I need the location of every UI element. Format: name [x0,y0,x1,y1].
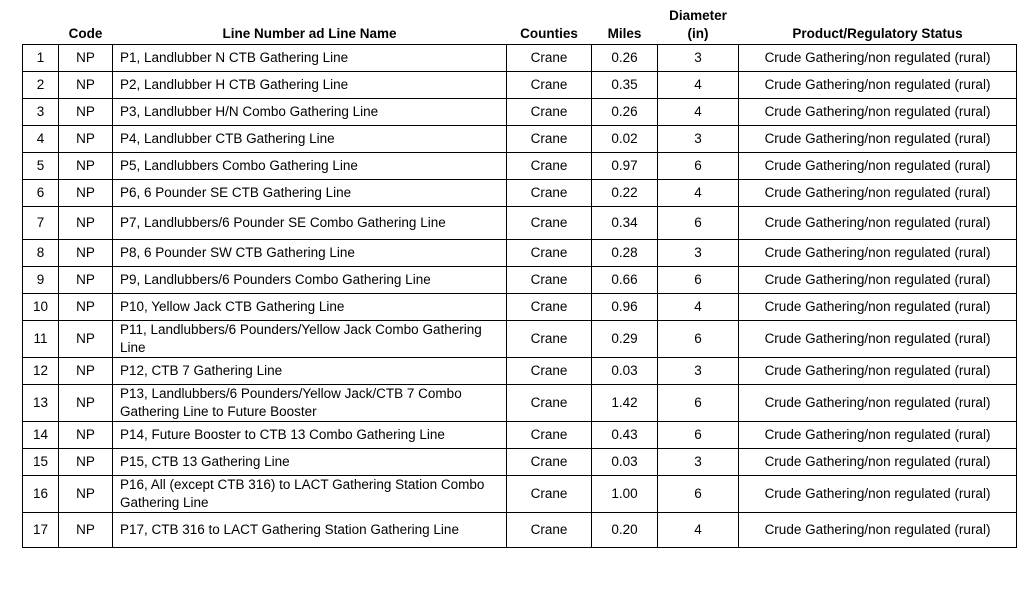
row-miles: 0.29 [592,320,658,357]
row-number: 6 [23,179,59,206]
header-diameter [658,4,739,44]
table-row [23,152,1017,179]
table-row [23,266,1017,293]
row-code: NP [59,293,113,320]
table-row [23,448,1017,475]
row-line-name: P10, Yellow Jack CTB Gathering Line [113,293,507,320]
row-miles: 0.28 [592,239,658,266]
row-county: Crane [507,384,592,421]
row-status: Crude Gathering/non regulated (rural) [739,293,1017,320]
row-status: Crude Gathering/non regulated (rural) [739,206,1017,239]
row-line-name: P2, Landlubber H CTB Gathering Line [113,71,507,98]
row-status: Crude Gathering/non regulated (rural) [739,448,1017,475]
row-code: NP [59,421,113,448]
row-county: Crane [507,179,592,206]
row-miles: 0.35 [592,71,658,98]
row-county: Crane [507,98,592,125]
row-line-name: P4, Landlubber CTB Gathering Line [113,125,507,152]
header-counties: Counties [520,25,578,41]
table-row [23,320,1017,357]
table-row [23,179,1017,206]
row-diameter: 4 [658,293,739,320]
row-diameter: 4 [658,179,739,206]
row-county: Crane [507,71,592,98]
row-number: 10 [23,293,59,320]
row-status: Crude Gathering/non regulated (rural) [739,475,1017,512]
row-county: Crane [507,475,592,512]
table-row [23,98,1017,125]
row-line-name: P3, Landlubber H/N Combo Gathering Line [113,98,507,125]
row-miles: 0.34 [592,206,658,239]
header-num [23,4,59,44]
row-diameter: 4 [658,512,739,547]
row-code: NP [59,125,113,152]
row-diameter: 6 [658,206,739,239]
row-code: NP [59,448,113,475]
row-diameter: 4 [658,71,739,98]
row-number: 13 [23,384,59,421]
header-miles: Miles [607,25,642,41]
row-status: Crude Gathering/non regulated (rural) [739,98,1017,125]
row-code: NP [59,179,113,206]
header-diameter-line2: (in) [687,25,709,41]
row-status: Crude Gathering/non regulated (rural) [739,421,1017,448]
row-code: NP [59,320,113,357]
row-status: Crude Gathering/non regulated (rural) [739,239,1017,266]
row-number: 1 [23,44,59,71]
row-code: NP [59,266,113,293]
table-header [23,4,1017,44]
row-diameter: 6 [658,384,739,421]
row-diameter: 6 [658,266,739,293]
row-status: Crude Gathering/non regulated (rural) [739,44,1017,71]
row-code: NP [59,384,113,421]
table-row [23,239,1017,266]
row-number: 17 [23,512,59,547]
row-miles: 0.20 [592,512,658,547]
row-status: Crude Gathering/non regulated (rural) [739,512,1017,547]
table-row [23,512,1017,547]
row-miles: 0.02 [592,125,658,152]
row-number: 15 [23,448,59,475]
row-number: 2 [23,71,59,98]
table-row [23,206,1017,239]
row-county: Crane [507,293,592,320]
row-line-name: P8, 6 Pounder SW CTB Gathering Line [113,239,507,266]
row-number: 8 [23,239,59,266]
table-row [23,475,1017,512]
row-code: NP [59,98,113,125]
row-line-name: P1, Landlubber N CTB Gathering Line [113,44,507,71]
table-row [23,384,1017,421]
row-line-name: P9, Landlubbers/6 Pounders Combo Gathering Line [113,266,507,293]
row-code: NP [59,206,113,239]
row-number: 11 [23,320,59,357]
row-status: Crude Gathering/non regulated (rural) [739,71,1017,98]
table-row [23,293,1017,320]
row-line-name: P16, All (except CTB 316) to LACT Gathering Station Combo Gathering Line [113,475,507,512]
row-diameter: 6 [658,475,739,512]
row-number: 16 [23,475,59,512]
row-miles: 0.26 [592,98,658,125]
row-county: Crane [507,320,592,357]
row-county: Crane [507,357,592,384]
row-status: Crude Gathering/non regulated (rural) [739,266,1017,293]
row-diameter: 3 [658,44,739,71]
row-number: 5 [23,152,59,179]
row-code: NP [59,512,113,547]
row-number: 12 [23,357,59,384]
table-row [23,357,1017,384]
row-county: Crane [507,512,592,547]
row-county: Crane [507,44,592,71]
row-diameter: 3 [658,125,739,152]
row-status: Crude Gathering/non regulated (rural) [739,357,1017,384]
row-diameter: 6 [658,152,739,179]
table-row [23,44,1017,71]
pipeline-table [22,4,1017,548]
table-row [23,71,1017,98]
row-line-name: P15, CTB 13 Gathering Line [113,448,507,475]
row-county: Crane [507,266,592,293]
row-miles: 1.42 [592,384,658,421]
row-line-name: P14, Future Booster to CTB 13 Combo Gathering Line [113,421,507,448]
row-diameter: 6 [658,320,739,357]
row-county: Crane [507,125,592,152]
row-county: Crane [507,239,592,266]
row-miles: 0.96 [592,293,658,320]
row-code: NP [59,239,113,266]
header-diameter-line1: Diameter [669,7,727,23]
row-line-name: P12, CTB 7 Gathering Line [113,357,507,384]
row-miles: 1.00 [592,475,658,512]
table-row [23,421,1017,448]
row-diameter: 6 [658,421,739,448]
row-diameter: 3 [658,448,739,475]
row-line-name: P6, 6 Pounder SE CTB Gathering Line [113,179,507,206]
row-line-name: P7, Landlubbers/6 Pounder SE Combo Gathering Line [113,206,507,239]
row-status: Crude Gathering/non regulated (rural) [739,125,1017,152]
row-status: Crude Gathering/non regulated (rural) [739,152,1017,179]
row-line-name: P11, Landlubbers/6 Pounders/Yellow Jack Combo Gathering Line [113,320,507,357]
row-status: Crude Gathering/non regulated (rural) [739,179,1017,206]
row-miles: 0.03 [592,357,658,384]
row-miles: 0.22 [592,179,658,206]
row-number: 14 [23,421,59,448]
table-row [23,125,1017,152]
row-miles: 0.26 [592,44,658,71]
row-code: NP [59,71,113,98]
row-county: Crane [507,421,592,448]
row-line-name: P5, Landlubbers Combo Gathering Line [113,152,507,179]
row-county: Crane [507,152,592,179]
row-number: 9 [23,266,59,293]
row-county: Crane [507,206,592,239]
row-county: Crane [507,448,592,475]
header-code: Code [68,25,103,41]
row-diameter: 3 [658,239,739,266]
row-code: NP [59,152,113,179]
row-number: 3 [23,98,59,125]
row-code: NP [59,357,113,384]
header-status: Product/Regulatory Status [792,25,963,41]
table-body [23,44,1017,547]
row-miles: 0.97 [592,152,658,179]
row-line-name: P17, CTB 316 to LACT Gathering Station Gathering Line [113,512,507,547]
row-status: Crude Gathering/non regulated (rural) [739,320,1017,357]
row-miles: 0.43 [592,421,658,448]
row-status: Crude Gathering/non regulated (rural) [739,384,1017,421]
row-diameter: 4 [658,98,739,125]
header-line-name: Line Number ad Line Name [222,25,397,41]
row-code: NP [59,475,113,512]
row-diameter: 3 [658,357,739,384]
row-number: 4 [23,125,59,152]
row-code: NP [59,44,113,71]
row-number: 7 [23,206,59,239]
row-miles: 0.03 [592,448,658,475]
row-miles: 0.66 [592,266,658,293]
row-line-name: P13, Landlubbers/6 Pounders/Yellow Jack/CTB 7 Combo Gathering Line to Future Booster [113,384,507,421]
